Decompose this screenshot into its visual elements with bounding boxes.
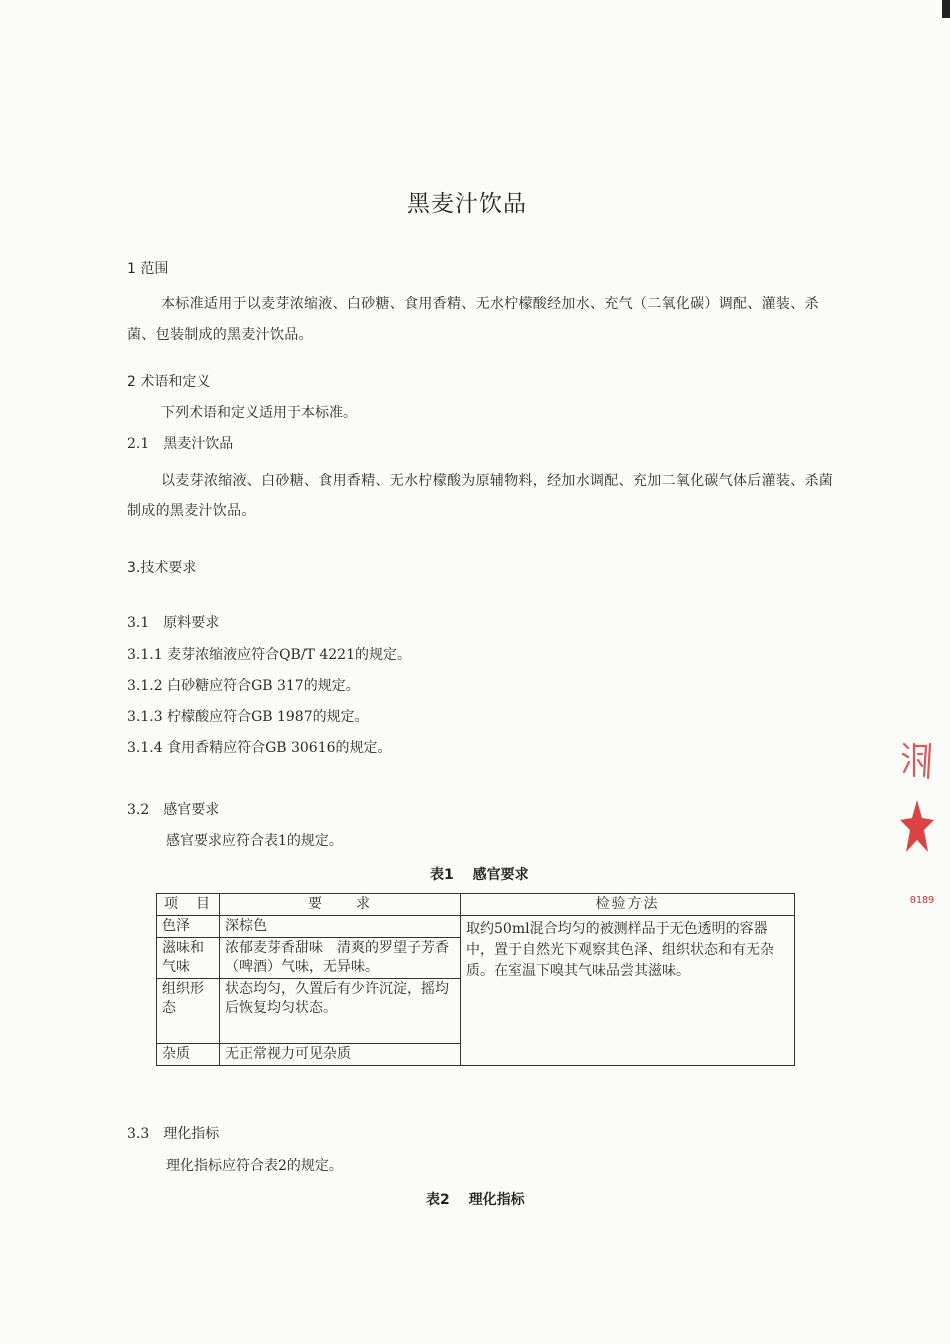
table-cell-requirement: 浓郁麦芽香甜味 清爽的罗望子芳香（啤酒）气味，无异味。 <box>220 938 461 979</box>
section-3-2-heading: 3.2 感官要求 <box>127 802 220 818</box>
section-3-1-item: 3.1.1 麦芽浓缩液应符合QB/T 4221的规定。 <box>127 647 411 663</box>
section-3-1-item: 3.1.3 柠檬酸应符合GB 1987的规定。 <box>127 709 369 725</box>
seal-stamp-glyphs <box>900 738 934 782</box>
table-cell-requirement: 无正常视力可见杂质 <box>220 1044 461 1066</box>
section-3-3-body: 理化指标应符合表2的规定。 <box>166 1158 343 1174</box>
seal-stamp-number: 0189 <box>909 895 934 906</box>
seal-stamp-text <box>900 738 934 788</box>
table-2-caption: 表2 理化指标 <box>426 1192 525 1208</box>
section-1-body: 本标准适用于以麦芽浓缩液、白砂糖、食用香精、无水柠檬酸经加水、充气（二氧化碳）调配、灌装、杀菌、包装制成的黑麦汁饮品。 <box>127 296 819 343</box>
section-2-heading: 2 术语和定义 <box>127 374 211 390</box>
table-cell-item: 杂质 <box>157 1044 220 1066</box>
table-cell-requirement: 状态均匀，久置后有少许沉淀，摇均后恢复均匀状态。 <box>220 979 461 1044</box>
table-cell-method: 取约50ml混合均匀的被测样品于无色透明的容器中，置于自然光下观察其色泽、组织状态和有无杂质。在室温下嗅其气味品尝其滋味。 <box>461 916 795 1066</box>
table-cell-item: 色泽 <box>157 916 220 938</box>
table-cell-item: 滋味和气味 <box>157 938 220 979</box>
section-2-1-heading: 2.1 黑麦汁饮品 <box>127 436 234 452</box>
section-2-1-body: 以麦芽浓缩液、白砂糖、食用香精、无水柠檬酸为原辅物料，经加水调配、充加二氧化碳气体后灌装、杀菌制成的黑麦汁饮品。 <box>127 473 834 519</box>
table-header-requirement: 要 求 <box>220 894 461 916</box>
table-row <box>157 916 795 938</box>
scan-corner-mark <box>942 0 950 18</box>
seal-star-icon <box>900 800 934 852</box>
table-1-caption: 表1 感官要求 <box>430 867 529 883</box>
section-3-1-item: 3.1.4 食用香精应符合GB 30616的规定。 <box>127 740 392 756</box>
section-3-1-item: 3.1.2 白砂糖应符合GB 317的规定。 <box>127 678 360 694</box>
page-title: 黑麦汁饮品 <box>407 191 527 217</box>
table-cell-item: 组织形态 <box>157 979 220 1044</box>
section-1-heading: 1 范围 <box>127 261 169 277</box>
sensory-requirements-table <box>156 893 795 1066</box>
section-3-1-heading: 3.1 原料要求 <box>127 615 220 631</box>
section-2-intro: 下列术语和定义适用于本标准。 <box>161 405 357 421</box>
section-3-heading: 3.技术要求 <box>127 560 197 576</box>
table-header-row <box>157 894 795 916</box>
table-header-method: 检验方法 <box>461 894 795 916</box>
table-header-item: 项 目 <box>157 894 220 916</box>
table-cell-requirement: 深棕色 <box>220 916 461 938</box>
section-3-3-heading: 3.3 理化指标 <box>127 1126 220 1142</box>
section-3-2-body: 感官要求应符合表1的规定。 <box>166 833 343 849</box>
